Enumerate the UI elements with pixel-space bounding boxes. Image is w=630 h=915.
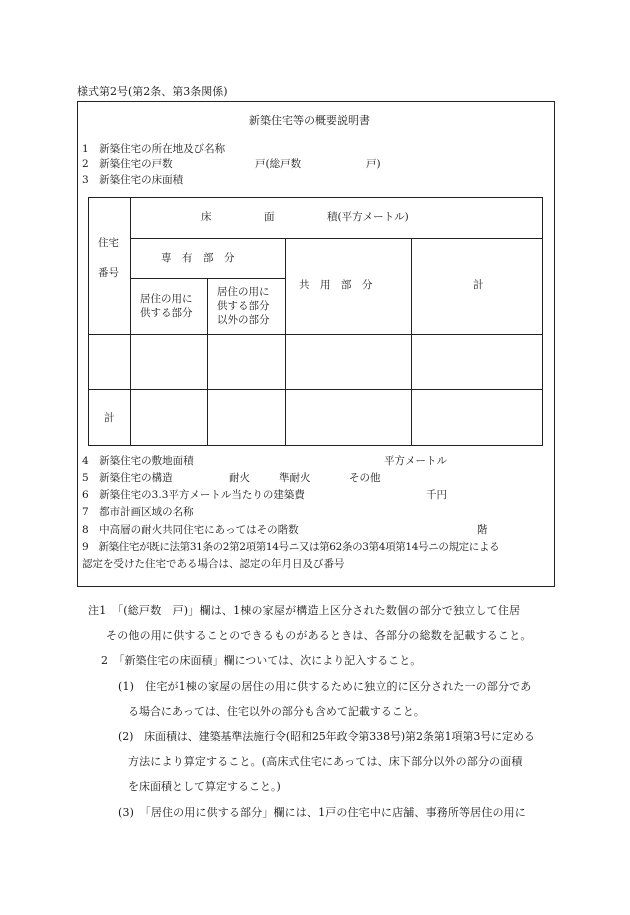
table-line	[89, 389, 543, 390]
non-residential-part-1: 居住の用に	[217, 286, 270, 298]
exclusive-area-header: 専 有 部 分	[161, 252, 235, 264]
table-line	[285, 238, 286, 446]
item-3: 3 新築住宅の床面積	[82, 174, 184, 186]
item-2-label: 2 新築住宅の戸数	[82, 158, 173, 170]
form-label: 様式第2号(第2条、第3条関係)	[77, 85, 228, 98]
floor-area-header: 床 面 積(平方メートル)	[201, 211, 409, 223]
note-2-1-line-1: (1) 住宅が1棟の家屋の居住の用に供するために独立的に区分された一の部分であ	[118, 680, 532, 693]
item-2-close: 戸)	[366, 158, 381, 170]
item-8-unit: 階	[477, 524, 488, 536]
item-8-label: 8 中高層の耐火共同住宅にあってはその階数	[82, 524, 299, 536]
item-5-label: 5 新築住宅の構造	[82, 472, 173, 484]
item-9-line-1: 9 新築住宅が既に法第31条の2第2項第14号ニ又は第62条の3第4項第14号ニの規定による	[82, 541, 500, 553]
table-line	[207, 278, 208, 446]
residential-part-1: 居住の用に	[140, 293, 193, 305]
item-1: 1 新築住宅の所在地及び名称	[82, 143, 226, 155]
note-2: 2 「新築住宅の床面積」欄については、次により記入すること。	[101, 654, 422, 667]
structure-semi-fireproof: 準耐火	[279, 472, 311, 484]
note-2-2-line-2: 方法により算定すること。(高床式住宅にあっては、床下部分以外の部分の面積	[128, 755, 523, 768]
floor-area-table	[88, 197, 543, 446]
non-residential-part-2: 供する部分	[217, 300, 270, 312]
structure-fireproof: 耐火	[229, 472, 250, 484]
residential-part-2: 供する部分	[140, 307, 193, 319]
structure-other: その他	[349, 472, 381, 484]
form-title: 新築住宅等の概要説明書	[249, 114, 370, 127]
non-residential-part-3: 以外の部分	[217, 314, 270, 326]
note-1-line-1: 注1 「(総戸数 戸)」欄は、1棟の家屋が構造上区分された数個の部分で独立して住居	[88, 604, 521, 617]
item-4-unit: 平方メートル	[384, 455, 447, 467]
table-line	[130, 198, 131, 446]
item-6-unit: 千円	[426, 489, 447, 501]
item-9-line-2: 認定を受けた住宅である場合は、認定の年月日及び番号	[82, 558, 345, 570]
note-2-3-line-1: (3) 「居住の用に供する部分」欄には、1戸の住宅中に店舗、事務所等居住の用に	[118, 806, 526, 819]
sum-header: 計	[473, 279, 484, 291]
item-6-label: 6 新築住宅の3.3平方メートル当たりの建築費	[82, 489, 305, 501]
table-line	[89, 334, 543, 335]
housing-number-label-2: 番号	[98, 267, 119, 279]
note-2-1-line-2: る場合にあっては、住宅以外の部分も含めて記載すること。	[128, 705, 425, 718]
table-line	[411, 238, 412, 446]
item-7: 7 都市計画区域の名称	[82, 506, 194, 518]
item-2-units: 戸(総戸数	[255, 158, 302, 170]
item-4-label: 4 新築住宅の敷地面積	[82, 455, 194, 467]
table-line	[130, 238, 543, 239]
common-area-header: 共 用 部 分	[299, 279, 373, 291]
total-row-label: 計	[104, 412, 115, 424]
note-2-2-line-3: を床面積として算定すること。)	[128, 780, 281, 793]
note-2-2-line-1: (2) 床面積は、建築基準法施行令(昭和25年政令第338号)第2条第1項第3号に定める	[118, 730, 535, 743]
housing-number-label-1: 住宅	[98, 237, 119, 249]
note-1-line-2: その他の用に供することのできるものがあるときは、各部分の総数を記載すること。	[106, 629, 532, 642]
